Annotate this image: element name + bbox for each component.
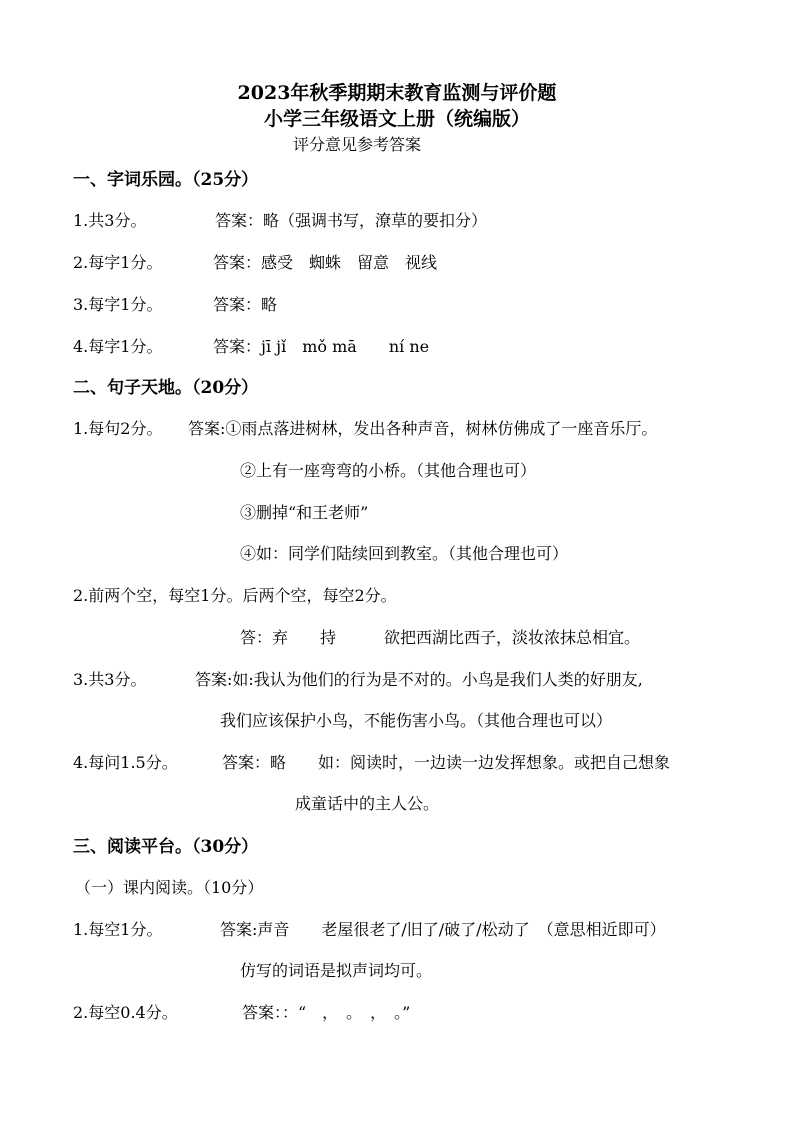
s2-q2-answer: 答：弃 持 欲把西湖比西子，淡妆浓抹总相宜。 xyxy=(240,628,641,647)
s2-q1-score: 1.每句2分。 xyxy=(73,419,163,438)
s1-q3-score: 3.每字1分。 xyxy=(73,295,163,314)
s3-subsection-1: （一）课内阅读。（10分） xyxy=(75,878,264,897)
s1-q2-score: 2.每字1分。 xyxy=(73,253,163,272)
s1-q1-answer: 答案：略（强调书写，潦草的要扣分） xyxy=(215,211,488,230)
s1-q2-answer: 答案：感受 蜘蛛 留意 视线 xyxy=(213,253,438,272)
s1-q4-score: 4.每字1分。 xyxy=(73,337,163,356)
doc-subject-title: 小学三年级语文上册（统编版） xyxy=(263,108,530,130)
s1-q4-answer: 答案：jī jǐ mǒ mā ní ne xyxy=(213,337,430,356)
s1-q1-score: 1.共3分。 xyxy=(73,211,147,230)
s3-q2-answer: 答案：：“ ， 。 ， 。” xyxy=(242,1003,411,1022)
section-1-heading: 一、字词乐园。（25分） xyxy=(73,170,259,190)
s2-q1-line2: ②上有一座弯弯的小桥。（其他合理也可） xyxy=(240,461,537,480)
s1-q3-answer: 答案：略 xyxy=(213,295,278,314)
s2-q1-line4: ④如：同学们陆续回到教室。（其他合理也可） xyxy=(240,544,569,563)
s2-q2-score: 2.前两个空，每空1分。后两个空，每空2分。 xyxy=(73,586,397,605)
s2-q3-line2: 我们应该保护小鸟，不能伤害小鸟。（其他合理也可以） xyxy=(220,711,613,730)
s2-q3-answer: 答案:如:我认为他们的行为是不对的。小鸟是我们人类的好朋友, xyxy=(195,670,643,689)
s2-q3-score: 3.共3分。 xyxy=(73,670,147,689)
doc-subtitle: 评分意见参考答案 xyxy=(292,135,421,154)
s3-q1-line2: 仿写的词语是拟声词均可。 xyxy=(240,961,433,980)
s2-q4-score: 4.每问1.5分。 xyxy=(73,753,178,772)
s2-q4-answer: 答案：略 如：阅读时，一边读一边发挥想象。或把自己想象 xyxy=(222,753,671,772)
s3-q2-score: 2.每空0.4分。 xyxy=(73,1003,178,1022)
s2-q1-answer: 答案:①雨点落进树林，发出各种声音，树林仿佛成了一座音乐厅。 xyxy=(188,419,658,438)
section-2-heading: 二、句子天地。（20分） xyxy=(73,378,259,398)
s3-q1-answer: 答案:声音 老屋很老了/旧了/破了/松动了 （意思相近即可） xyxy=(220,920,666,939)
s2-q1-line3: ③删掉“和王老师” xyxy=(240,503,369,522)
doc-title: 2023年秋季期期末教育监测与评价题 xyxy=(237,82,557,104)
s2-q4-line2: 成童话中的主人公。 xyxy=(295,794,440,813)
section-3-heading: 三、阅读平台。（30分） xyxy=(73,837,259,857)
s3-q1-score: 1.每空1分。 xyxy=(73,920,163,939)
